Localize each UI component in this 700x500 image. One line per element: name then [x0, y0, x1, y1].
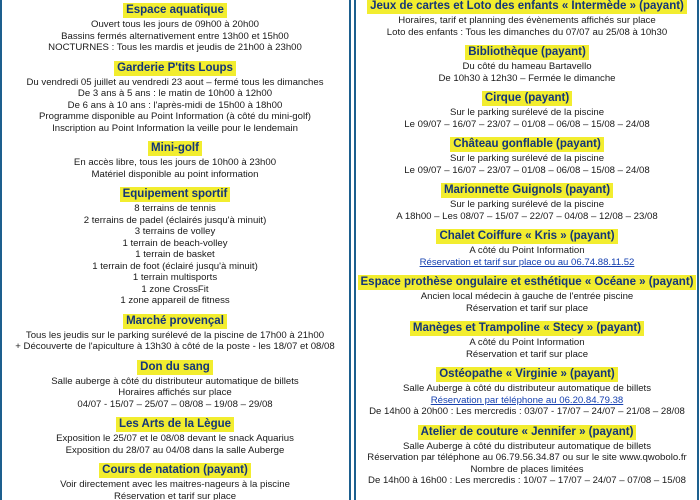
- activity-section: [354, 134, 700, 176]
- activity-detail: Réservation par téléphone au 06.79.56.34.87 ou sur le site www.qwobolo.fr: [367, 452, 687, 463]
- activity-title: Bibliothèque (payant): [465, 45, 589, 60]
- activity-detail: Programme disponible au Point Information (à côté du mini-golf): [39, 111, 311, 122]
- activity-detail: Sur le parking surélevé de la piscine: [449, 107, 605, 118]
- activity-detail: Réservation et tarif sur place: [465, 348, 589, 360]
- activity-detail: De 10h30 à 12h30 – Fermée le dimanche: [438, 72, 616, 84]
- activity-section: [354, 180, 700, 222]
- activity-detail: 1 zone appareil de fitness: [120, 295, 230, 306]
- activity-detail: Réservation et tarif sur place: [465, 302, 589, 314]
- activity-detail: 1 terrain de foot (éclairé jusqu'à minuit): [92, 260, 258, 272]
- activity-section: [354, 364, 700, 418]
- activity-title: Ostéopathe « Virginie » (payant): [436, 367, 618, 382]
- activity-detail: 1 zone CrossFit: [141, 283, 209, 295]
- activity-title: Cirque (payant): [482, 91, 572, 106]
- activity-title: Garderie P'tits Loups: [114, 61, 236, 76]
- activity-detail: De 6 ans à 10 ans : l'après-midi de 15h00 à 18h00: [67, 99, 283, 111]
- activity-detail: De 14h00 à 20h00 : Les mercredis : 03/07 - 17/07 – 24/07 – 21/08 – 28/08: [369, 406, 685, 417]
- activity-section: [0, 58, 350, 135]
- activity-detail: Exposition le 25/07 et le 08/08 devant le snack Aquarius: [56, 433, 294, 444]
- right-column: [354, 0, 700, 491]
- activity-detail: Salle Auberge à côté du distributeur automatique de billets: [403, 440, 651, 452]
- activity-title: Atelier de couture « Jennifer » (payant): [418, 425, 637, 440]
- activity-detail: De 3 ans à 5 ans : le matin de 10h00 à 12h00: [77, 88, 273, 99]
- reservation-link[interactable]: Réservation et tarif sur place ou au 06.74.88.11.52: [419, 256, 635, 268]
- activity-detail: 3 terrains de volley: [134, 226, 216, 237]
- activity-detail: Sur le parking surélevé de la piscine: [449, 199, 605, 210]
- activity-title: Jeux de cartes et Loto des enfants « Intermède » (payant): [367, 0, 687, 14]
- activity-detail: Bassins fermés alternativement entre 13h00 et 15h00: [61, 30, 289, 42]
- activity-section: [354, 42, 700, 84]
- activity-detail: Inscription au Point Information la veille pour le lendemain: [52, 122, 298, 134]
- reservation-link[interactable]: Réservation par téléphone au 06.20.84.79.38: [430, 394, 624, 406]
- activity-detail: En accès libre, tous les jours de 10h00 à 23h00: [73, 157, 277, 168]
- activity-title: Marionnette Guignols (payant): [441, 183, 613, 198]
- activity-title: Cours de natation (payant): [99, 463, 251, 478]
- activity-title: Marché provençal: [123, 314, 227, 329]
- activity-section: [0, 184, 350, 307]
- activity-title: Chalet Coiffure « Kris » (payant): [436, 229, 617, 244]
- activity-detail: A 18h00 – Les 08/07 – 15/07 – 22/07 – 04/08 – 12/08 – 23/08: [396, 210, 658, 222]
- activity-detail: 2 terrains de padel (éclairés jusqu'à minuit): [83, 214, 267, 226]
- activity-detail: 1 terrain multisports: [132, 272, 218, 283]
- activity-section: [0, 357, 350, 411]
- activity-detail: Salle auberge à côté du distributeur automatique de billets: [51, 375, 299, 387]
- activity-section: [0, 414, 350, 456]
- activity-section: [354, 226, 700, 268]
- activity-detail: Ancien local médecin à gauche de l'entrée piscine: [420, 291, 634, 302]
- activity-detail: Exposition du 28/07 au 04/08 dans la salle Auberge: [65, 444, 285, 456]
- activity-detail: Le 09/07 – 16/07 – 23/07 – 01/08 – 06/08 – 15/08 – 24/08: [404, 118, 650, 130]
- activity-title: Château gonflable (payant): [450, 137, 604, 152]
- activity-title: Mini-golf: [148, 141, 202, 156]
- activity-section: [354, 0, 700, 38]
- activity-section: [0, 138, 350, 180]
- activity-section: [354, 422, 700, 487]
- activity-section: [354, 272, 700, 314]
- activity-detail: 8 terrains de tennis: [134, 203, 216, 214]
- activity-detail: 04/07 - 15/07 – 25/07 – 08/08 – 19/08 – 29/08: [77, 398, 273, 410]
- activity-detail: Du côté du hameau Bartavello: [462, 61, 592, 72]
- activity-detail: Salle Auberge à côté du distributeur automatique de billets: [403, 383, 651, 394]
- activity-detail: Horaires, tarif et planning des évènements affichés sur place: [398, 15, 656, 26]
- activity-title: Don du sang: [137, 360, 213, 375]
- activity-detail: A côté du Point Information: [469, 337, 585, 348]
- activity-section: [354, 88, 700, 130]
- activity-detail: Réservation et tarif sur place: [113, 490, 237, 500]
- activity-title: Espace prothèse ongulaire et esthétique « Océane » (payant): [358, 275, 697, 290]
- activity-detail: A côté du Point Information: [469, 245, 585, 256]
- activity-section: [354, 318, 700, 360]
- activity-detail: Horaires affichés sur place: [118, 387, 232, 398]
- activity-detail: 1 terrain de beach-volley: [122, 237, 228, 249]
- activity-title: Les Arts de la Lègue: [116, 417, 234, 432]
- activity-detail: Ouvert tous les jours de 09h00 à 20h00: [90, 19, 259, 30]
- activity-detail: + Découverte de l'apiculture à 13h30 à côté de la poste - les 18/07 et 08/08: [15, 341, 335, 352]
- activity-detail: Sur le parking surélevé de la piscine: [449, 153, 605, 164]
- activity-detail: Nombre de places limitées: [470, 463, 584, 475]
- activity-detail: 1 terrain de basket: [135, 249, 215, 260]
- activity-detail: Tous les jeudis sur le parking surélevé de la piscine de 17h00 à 21h00: [25, 329, 325, 341]
- activity-detail: Le 09/07 – 16/07 – 23/07 – 01/08 – 06/08 – 15/08 – 24/08: [404, 164, 650, 176]
- activity-section: [0, 0, 350, 54]
- activity-detail: Du vendredi 05 juillet au vendredi 23 aout – fermé tous les dimanches: [26, 76, 324, 88]
- activity-detail: NOCTURNES : Tous les mardis et jeudis de 21h00 à 23h00: [48, 42, 302, 53]
- activity-title: Equipement sportif: [120, 187, 231, 202]
- activity-detail: Voir directement avec les maitres-nageurs à la piscine: [60, 479, 290, 490]
- activity-section: [0, 460, 350, 500]
- activity-title: Espace aquatique: [123, 3, 227, 18]
- activity-detail: Loto des enfants : Tous les dimanches du 07/07 au 25/08 à 10h30: [386, 26, 668, 38]
- activity-section: [0, 311, 350, 353]
- activity-detail: De 14h00 à 16h00 : Les mercredis : 10/07 – 17/07 – 24/07 – 07/08 – 15/08: [368, 475, 686, 486]
- activity-detail: Matériel disponible au point information: [91, 168, 259, 180]
- activity-title: Manèges et Trampoline « Stecy » (payant): [410, 321, 644, 336]
